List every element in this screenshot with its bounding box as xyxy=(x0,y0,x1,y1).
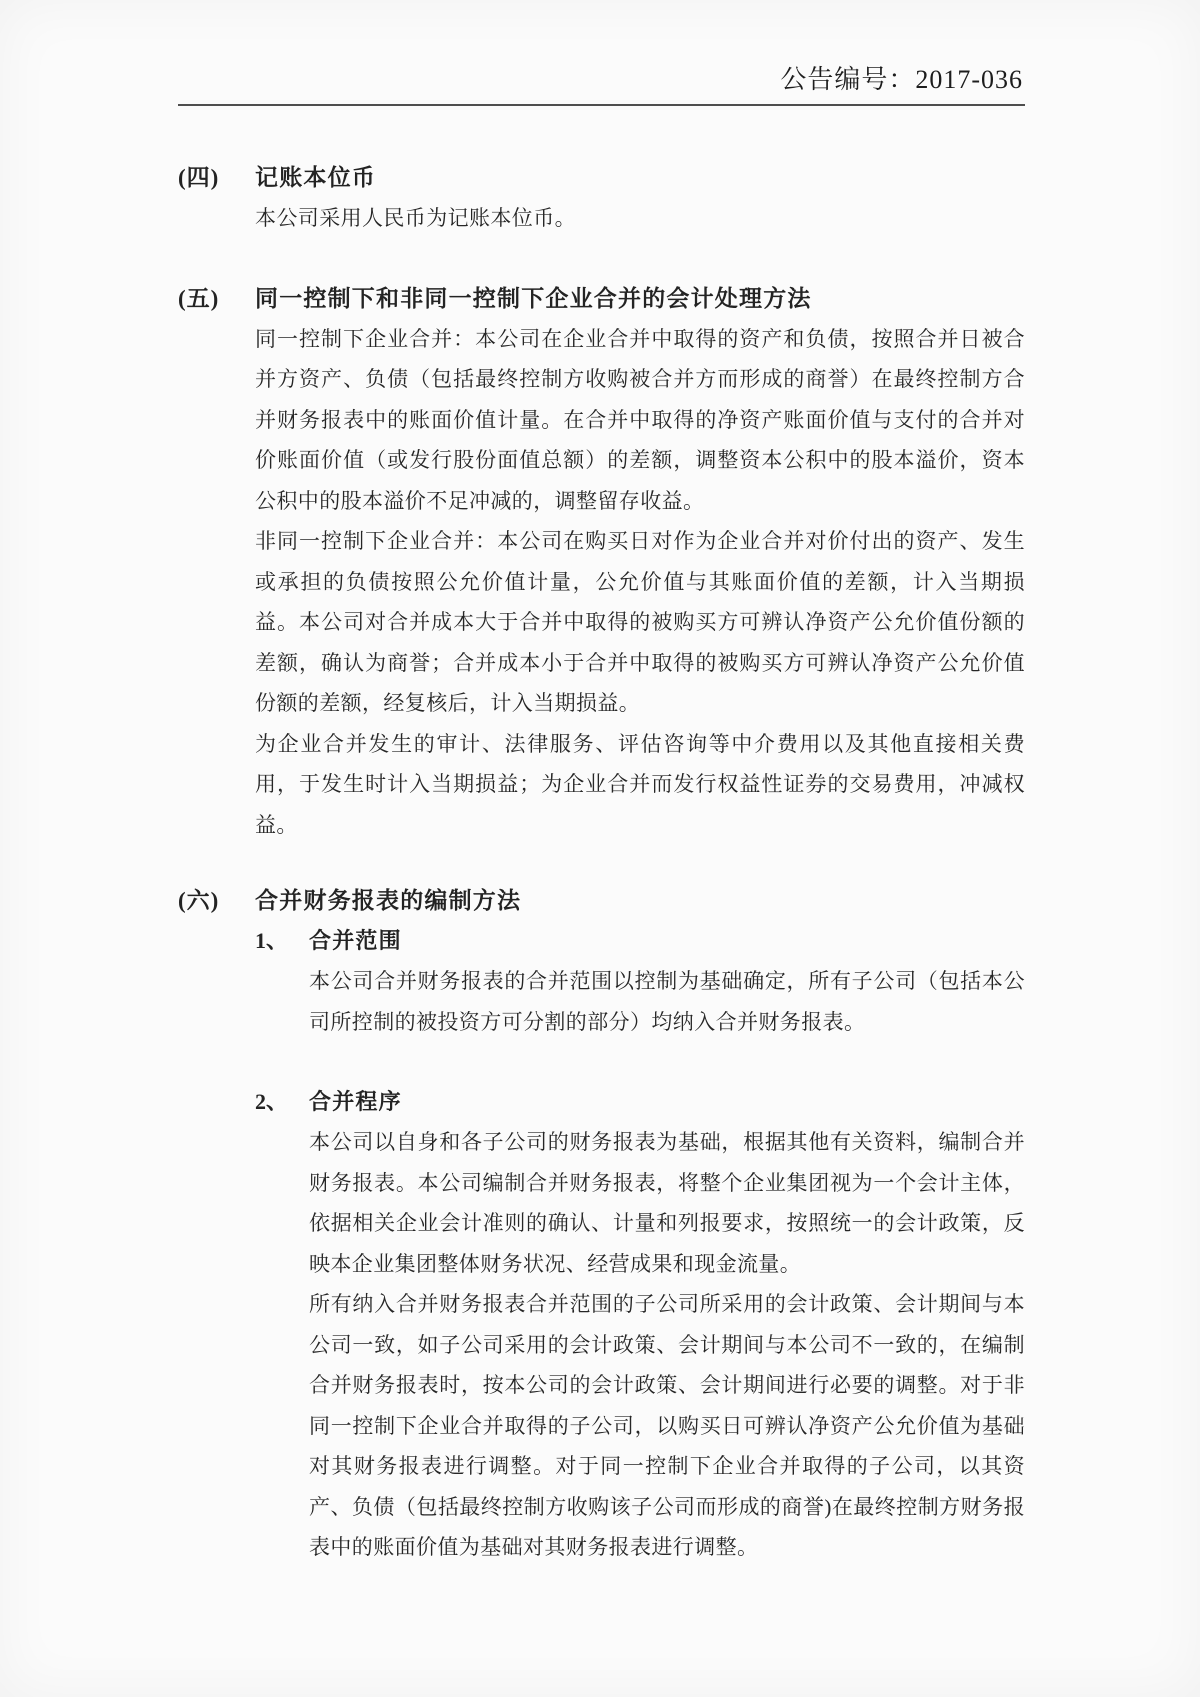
section-6-title: 合并财务报表的编制方法 xyxy=(255,888,522,913)
section-5-paragraph-3: 为企业合并发生的审计、法律服务、评估咨询等中介费用以及其他直接相关费用，于发生时计入当期损益；为企业合并而发行权益性证券的交易费用，冲减权益。 xyxy=(255,731,1025,837)
subsection-2-paragraph-1: 本公司以自身和各子公司的财务报表为基础，根据其他有关资料，编制合并财务报表。本公司编制合并财务报表，将整个企业集团视为一个会计主体，依据相关企业会计准则的确认、计量和列报要求，按照统一的会计政策，反映本企业集团整体财务状况、经营成果和现金流量。 xyxy=(309,1130,1025,1276)
section-5-paragraph-1: 同一控制下企业合并：本公司在企业合并中取得的资产和负债，按照合并日被合并方资产、负债（包括最终控制方收购被合并方而形成的商誉）在最终控制方合并财务报表中的账面价值计量。在合并中取得的净资产账面价值与支付的合并对价账面价值（或发行股份面值总额）的差额，调整资本公积中的股本溢价，资本公积中的股本溢价不足冲减的，调整留存收益。 xyxy=(255,326,1025,513)
subsection-1-number: 1、 xyxy=(255,928,289,953)
subsection-2-number: 2、 xyxy=(255,1089,289,1114)
section-6-content xyxy=(255,881,1025,1568)
subsection-2 xyxy=(255,1082,1025,1568)
header-divider xyxy=(178,104,1025,106)
section-4-title: 记账本位币 xyxy=(255,165,376,190)
section-6 xyxy=(178,881,1025,1568)
section-6-number: (六) xyxy=(178,888,220,913)
section-5-title: 同一控制下和非同一控制下企业合并的会计处理方法 xyxy=(255,285,812,311)
section-4-number: (四) xyxy=(178,165,220,190)
subsection-1-title: 合并范围 xyxy=(309,928,402,953)
subsection-1-paragraph: 本公司合并财务报表的合并范围以控制为基础确定，所有子公司（包括本公司所控制的被投资方可分割的部分）均纳入合并财务报表。 xyxy=(309,969,1025,1034)
section-5-paragraph-2: 非同一控制下企业合并：本公司在购买日对作为企业合并对价付出的资产、发生或承担的负债按照公允价值计量，公允价值与其账面价值的差额，计入当期损益。本公司对合并成本大于合并中取得的被购买方可辨认净资产公允价值份额的差额，确认为商誉；合并成本小于合并中取得的被购买方可辨认净资产公允价值份额的差额，经复核后，计入当期损益。 xyxy=(255,529,1025,715)
section-5-number: (五) xyxy=(178,285,220,311)
subsection-2-content xyxy=(309,1082,1025,1568)
subsection-2-paragraph-2: 所有纳入合并财务报表合并范围的子公司所采用的会计政策、会计期间与本公司一致，如子公司采用的会计政策、会计期间与本公司不一致的，在编制合并财务报表时，按本公司的会计政策、会计期间进行必要的调整。对于非同一控制下企业合并取得的子公司，以购买日可辨认净资产公允价值为基础对其财务报表进行调整。对于同一控制下企业合并取得的子公司，以其资产、负债（包括最终控制方收购该子公司而形成的商誉)在最终控制方财务报表中的账面价值为基础对其财务报表进行调整。 xyxy=(309,1292,1025,1559)
subsection-1 xyxy=(255,921,1025,1042)
subsection-2-title: 合并程序 xyxy=(309,1089,402,1114)
announcement-number: 公告编号：2017-036 xyxy=(780,65,1023,94)
document-header xyxy=(178,0,1025,106)
section-5 xyxy=(178,279,1025,846)
document-body xyxy=(178,158,1025,1568)
section-4-content xyxy=(255,158,1025,239)
section-4-paragraph: 本公司采用人民币为记账本位币。 xyxy=(255,206,576,230)
subsection-1-content xyxy=(309,921,1025,1042)
section-4 xyxy=(178,158,1025,239)
section-5-content xyxy=(255,279,1025,846)
